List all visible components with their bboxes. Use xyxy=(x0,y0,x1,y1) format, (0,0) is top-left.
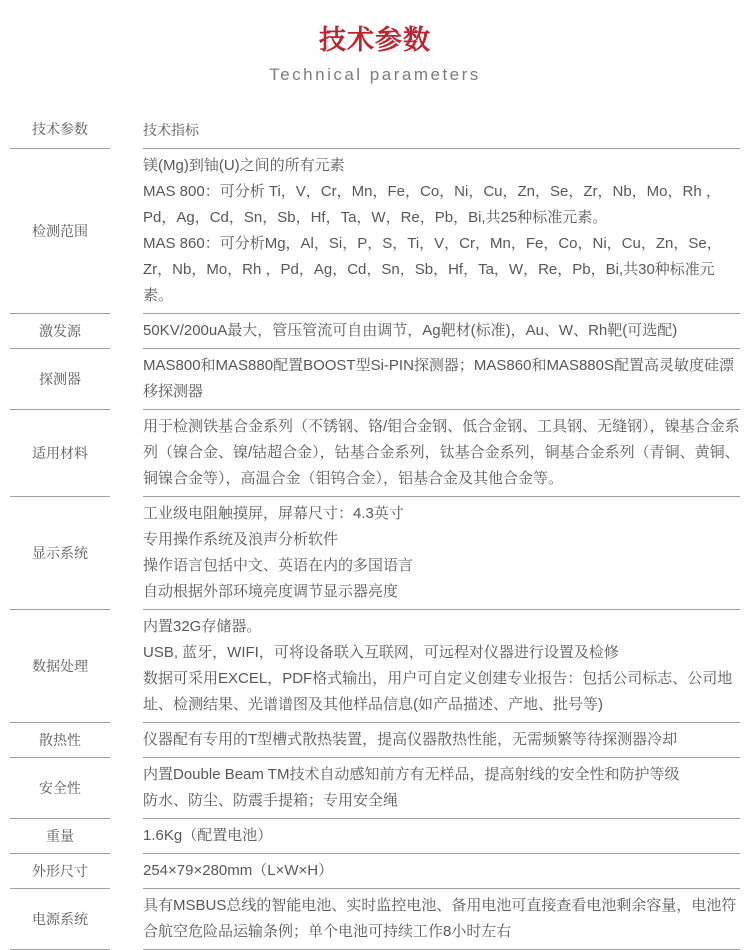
row-value-line: 254×79×280mm（L×W×H） xyxy=(143,862,334,880)
row-label-text: 散热性 xyxy=(39,732,81,749)
row-value-line: 仪器配有专用的T型槽式散热装置，提高仪器散热性能，无需频繁等待探测器冷却 xyxy=(143,731,678,749)
row-value-line: 数据可采用EXCEL，PDF格式输出，用户可自定义创建专业报告：包括公司标志、公司地址、检测结果、光谱谱图及其他样品信息(如产品描述、产地、批号等) xyxy=(143,670,733,714)
table-row xyxy=(0,314,750,349)
row-value-line: 操作语言包括中文、英语在内的多国语言 xyxy=(143,557,414,575)
row-label xyxy=(10,854,110,889)
row-label-text: 电源系统 xyxy=(32,911,88,928)
page-subtitle: Technical parameters xyxy=(269,65,481,85)
row-label xyxy=(10,314,110,349)
row-value-line: 镁(Mg)到铀(U)之间的所有元素 xyxy=(143,157,345,175)
row-value xyxy=(143,819,740,854)
row-label xyxy=(10,610,110,723)
row-label xyxy=(10,497,110,610)
row-label-text: 安全性 xyxy=(39,780,81,797)
row-label-text: 重量 xyxy=(46,828,74,845)
row-label xyxy=(10,410,110,497)
row-value-line: MAS800和MAS880配置BOOST型Si-PIN探测器；MAS860和MAS880S配置高灵敏度硅漂移探测器 xyxy=(143,357,734,401)
table-row xyxy=(0,758,750,819)
row-value-line: 用于检测铁基合金系列（不锈钢、铬/钼合金钢、低合金钢、工具钢、无缝钢），镍基合金系列（镍合金、镍/钴超合金），钴基合金系列，钛基合金系列，铜基合金系列（青铜、黄铜、铜镍合金等），高温合金（钼钨合金），铝基合金及其他合金等。 xyxy=(143,418,740,488)
row-value xyxy=(143,497,740,610)
table-row xyxy=(0,149,750,314)
row-value-line: MAS 860：可分析Mg，Al，Si，P，S，Ti，V，Cr，Mn，Fe，Co，Ni，Cu，Zn，Se，Zr，Nb，Mo，Rh ，Pd，Ag，Cd，Sn，Sb，Hf，Ta，W，Re，Pb，Bi,共30种标准元素。 xyxy=(143,235,722,305)
row-value-line: MAS 800：可分析 Ti，V，Cr，Mn，Fe，Co，Ni，Cu，Zn，Se，Zr，Nb，Mo，Rh ，Pd，Ag，Cd，Sn，Sb，Hf，Ta，W，Re，Pb，Bi,共25种标准元素。 xyxy=(143,183,721,227)
row-label xyxy=(10,349,110,410)
row-value-line: 专用操作系统及浪声分析软件 xyxy=(143,531,339,549)
row-label-text: 数据处理 xyxy=(32,658,88,675)
row-label-text: 检测范围 xyxy=(32,223,88,240)
row-label-text: 适用材料 xyxy=(32,445,88,462)
column-header-parameter: 技术参数 xyxy=(10,115,110,149)
row-value xyxy=(143,610,740,723)
row-label-text: 外形尺寸 xyxy=(32,863,88,880)
row-value xyxy=(143,854,740,889)
page-title: 技术参数 xyxy=(319,25,431,55)
row-value-line: 1.6Kg（配置电池） xyxy=(143,827,273,845)
row-label xyxy=(10,889,110,950)
table-row xyxy=(0,889,750,950)
row-value-line: 具有MSBUS总线的智能电池、实时监控电池、备用电池可直接查看电池剩余容量，电池符合航空危险品运输条例；单个电池可持续工作8小时左右 xyxy=(143,897,737,941)
row-label xyxy=(10,723,110,758)
row-value xyxy=(143,349,740,410)
row-value-line: USB, 蓝牙，WIFI，可将设备联入互联网，可远程对仪器进行设置及检修 xyxy=(143,644,619,662)
table-row xyxy=(0,819,750,854)
row-value xyxy=(143,723,740,758)
row-value-line: 防水、防尘、防震手提箱；专用安全绳 xyxy=(143,792,399,810)
table-header-row xyxy=(0,115,750,149)
row-value xyxy=(143,758,740,819)
spec-table xyxy=(0,115,750,950)
row-label-text: 显示系统 xyxy=(32,545,88,562)
row-label-text: 探测器 xyxy=(39,371,81,388)
row-label-text: 激发源 xyxy=(39,323,81,340)
column-header-indicator: 技术指标 xyxy=(143,115,740,149)
row-value-line: 内置Double Beam TM技术自动感知前方有无样品，提高射线的安全性和防护等级 xyxy=(143,766,680,784)
row-value-line: 自动根据外部环境亮度调节显示器亮度 xyxy=(143,583,399,601)
table-row xyxy=(0,410,750,497)
row-label xyxy=(10,758,110,819)
row-value xyxy=(143,889,740,950)
row-value xyxy=(143,410,740,497)
row-label xyxy=(10,819,110,854)
table-row xyxy=(0,723,750,758)
table-row xyxy=(0,610,750,723)
row-value-line: 内置32G存储器。 xyxy=(143,618,262,636)
row-value-line: 50KV/200uA最大，管压管流可自由调节，Ag靶材(标准)，Au、W、Rh靶(可选配) xyxy=(143,322,678,340)
row-value-line: 工业级电阻触摸屏，屏幕尺寸：4.3英寸 xyxy=(143,505,404,523)
table-row xyxy=(0,349,750,410)
table-row xyxy=(0,854,750,889)
spec-table-body xyxy=(0,149,750,950)
table-row xyxy=(0,497,750,610)
row-value xyxy=(143,149,740,314)
row-label xyxy=(10,149,110,314)
row-value xyxy=(143,314,740,349)
